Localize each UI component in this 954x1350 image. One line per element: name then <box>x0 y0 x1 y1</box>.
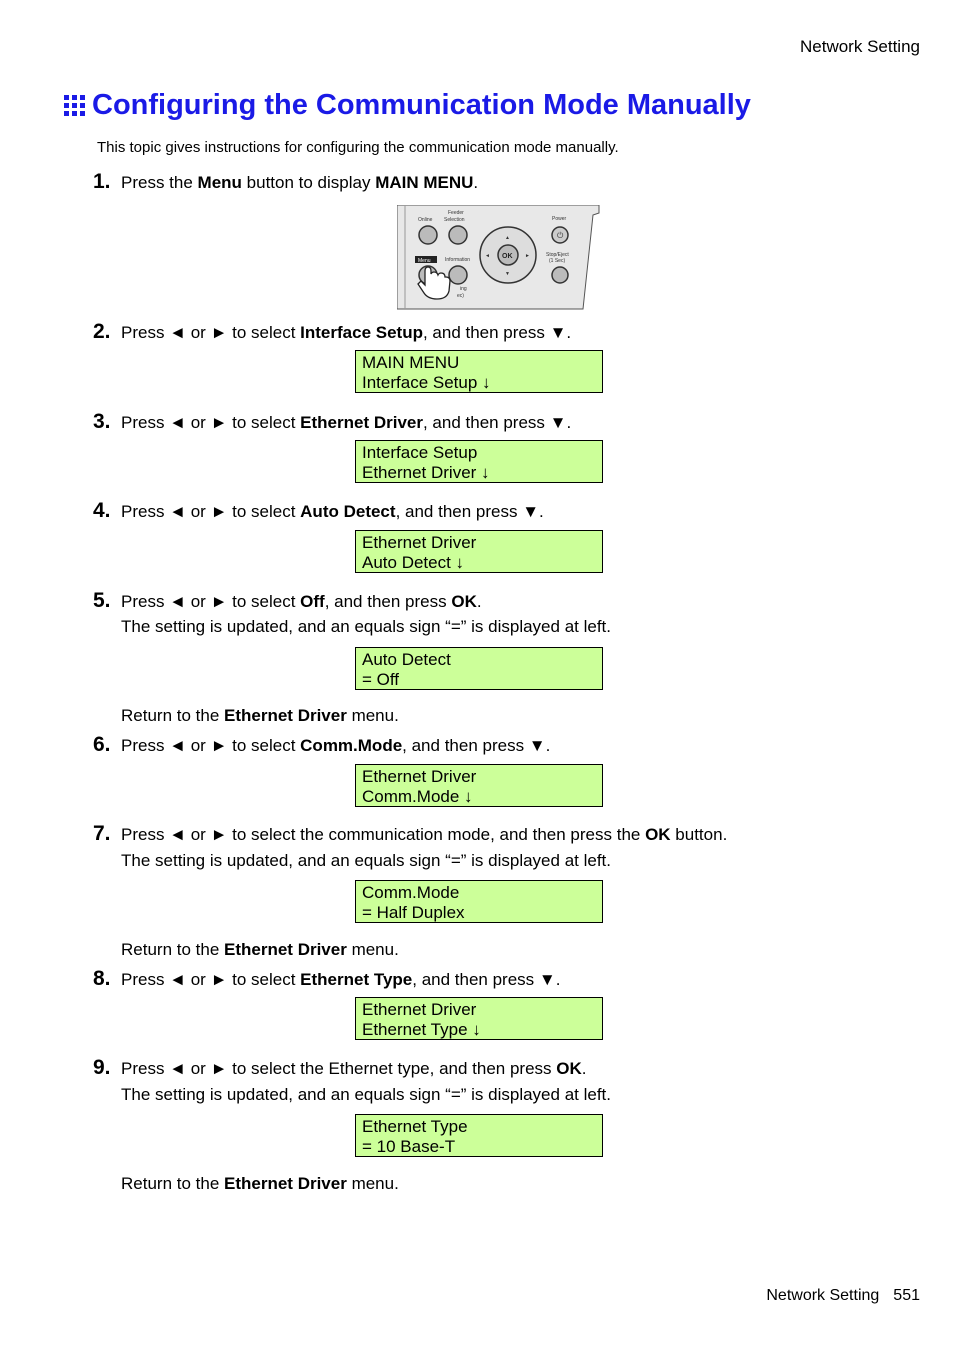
online-label: Online <box>418 217 433 223</box>
lcd-line-2: Ethernet Type ↓ <box>362 1019 481 1039</box>
lcd-display <box>355 880 603 923</box>
menu-label: Menu <box>418 258 431 264</box>
information-button[interactable] <box>449 266 467 284</box>
step-number: 1. <box>93 170 111 193</box>
step-number: 4. <box>93 499 111 522</box>
step-note: The setting is updated, and an equals sign “=” is displayed at left. <box>121 617 611 636</box>
step-number: 3. <box>93 410 111 433</box>
return-note: Return to the Ethernet Driver menu. <box>121 1174 399 1193</box>
right-arrow-icon: ► <box>525 253 530 259</box>
svg-text:ec): ec) <box>457 293 464 299</box>
step-number: 5. <box>93 589 111 612</box>
lcd-display <box>355 440 603 483</box>
lcd-line-1: MAIN MENU <box>362 353 460 372</box>
page-footer <box>766 1287 920 1305</box>
step-number: 8. <box>93 967 111 990</box>
left-arrow-icon: ◄ <box>485 253 490 259</box>
step-note: The setting is updated, and an equals sign “=” is displayed at left. <box>121 851 611 870</box>
stop-eject-sec-label: (1 Sec) <box>549 258 566 264</box>
return-note: Return to the Ethernet Driver menu. <box>121 706 399 725</box>
grid-icon <box>64 95 86 117</box>
footer-section: Network Setting <box>766 1287 880 1304</box>
lcd-line-2: Ethernet Driver ↓ <box>362 462 490 482</box>
lcd-line-2: = Half Duplex <box>362 902 465 922</box>
svg-text:OK: OK <box>502 253 513 260</box>
lcd-line-2: = 10 Base-T <box>362 1136 456 1156</box>
lcd-display <box>355 764 603 807</box>
lcd-display <box>355 530 603 573</box>
title-block <box>64 89 751 122</box>
up-arrow-icon: ▲ <box>505 235 510 241</box>
control-panel-illustration <box>397 205 602 312</box>
step-note: The setting is updated, and an equals sign “=” is displayed at left. <box>121 1085 611 1104</box>
lcd-line-2: Comm.Mode ↓ <box>362 786 473 806</box>
lcd-line-1: Ethernet Type <box>362 1117 468 1136</box>
return-note: Return to the Ethernet Driver menu. <box>121 940 399 959</box>
feeder-selection-button[interactable] <box>449 226 467 244</box>
lcd-display <box>355 997 603 1040</box>
lcd-display <box>355 647 603 690</box>
lcd-line-1: Auto Detect <box>362 650 451 669</box>
feeder-label: Feeder <box>448 210 464 216</box>
stop-eject-label: Stop/Eject <box>546 252 569 258</box>
lcd-line-1: Ethernet Driver <box>362 533 477 552</box>
step-3: 3. Press ◄ or ► to select Ethernet Driver, and then press ▼. <box>93 410 572 433</box>
step-4: 4. Press ◄ or ► to select Auto Detect, and then press ▼. <box>93 499 544 522</box>
lcd-line-2: Interface Setup ↓ <box>362 372 491 392</box>
lcd-line-1: Comm.Mode <box>362 883 460 902</box>
online-button[interactable] <box>419 226 437 244</box>
selection-label: Selection <box>444 217 465 223</box>
lcd-display <box>355 1114 603 1157</box>
step-number: 2. <box>93 320 111 343</box>
lcd-display <box>355 350 603 393</box>
step-6: 6. Press ◄ or ► to select Comm.Mode, and then press ▼. <box>93 733 551 756</box>
step-number: 9. <box>93 1056 111 1079</box>
step-number: 6. <box>93 733 111 756</box>
down-arrow-icon: ▼ <box>505 271 510 277</box>
running-header: Network Setting <box>800 37 920 56</box>
svg-text:ing: ing <box>460 286 467 292</box>
power-icon: ⏻ <box>557 231 564 240</box>
step-9: 9. Press ◄ or ► to select the Ethernet type, and then press OK. <box>93 1056 587 1079</box>
step-number: 7. <box>93 822 111 845</box>
information-label: Information <box>445 257 471 263</box>
page-number: 551 <box>893 1287 920 1304</box>
lcd-line-1: Ethernet Driver <box>362 1000 477 1019</box>
lcd-line-1: Ethernet Driver <box>362 767 477 786</box>
intro-text: This topic gives instructions for configuring the communication mode manually. <box>97 139 619 156</box>
lcd-line-2: Auto Detect ↓ <box>362 552 465 572</box>
step-7: 7. Press ◄ or ► to select the communication mode, and then press the OK button. <box>93 822 728 845</box>
power-label: Power <box>552 216 567 222</box>
lcd-line-1: Interface Setup <box>362 443 478 462</box>
lcd-line-2: = Off <box>362 669 400 689</box>
stop-eject-button[interactable] <box>552 267 568 283</box>
step-1: 1. Press the Menu button to display MAIN MENU. <box>93 170 479 193</box>
step-5: 5. Press ◄ or ► to select Off, and then press OK. <box>93 589 482 612</box>
page-title: Configuring the Communication Mode Manually <box>92 89 751 121</box>
step-8: 8. Press ◄ or ► to select Ethernet Type, and then press ▼. <box>93 967 561 990</box>
step-2: 2. Press ◄ or ► to select Interface Setup, and then press ▼. <box>93 320 572 343</box>
